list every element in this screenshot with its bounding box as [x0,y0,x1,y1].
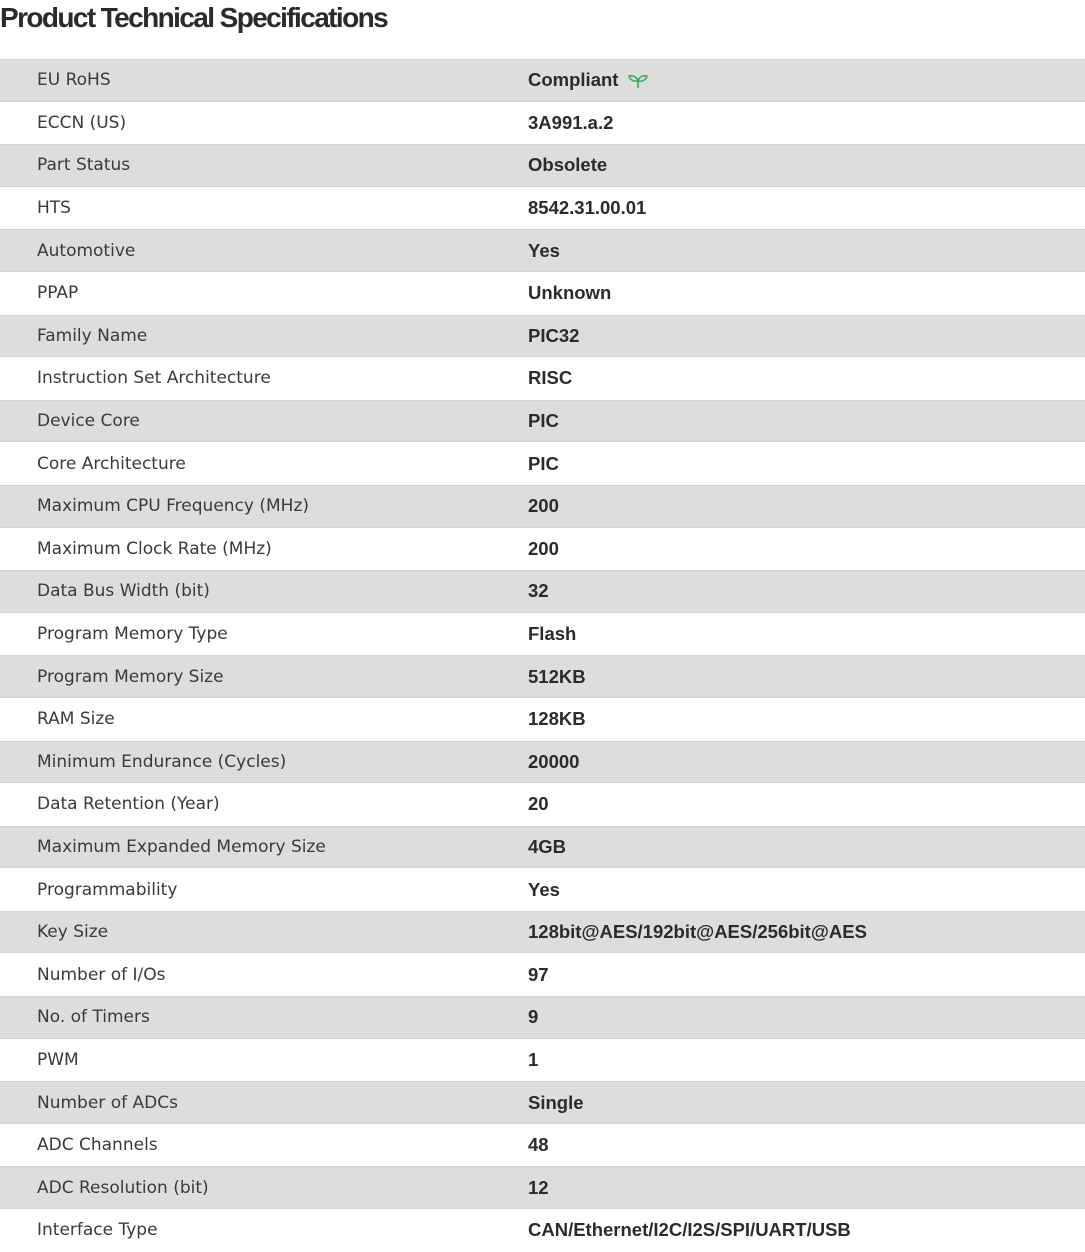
spec-value [528,1092,584,1114]
spec-value [528,112,613,134]
spec-value-text: Compliant [528,69,619,91]
spec-value [528,367,572,389]
spec-row [0,613,1085,656]
spec-value [528,1006,538,1028]
spec-value-text: 20000 [528,750,580,772]
spec-value [528,410,559,432]
spec-value [528,453,559,475]
spec-value-text: RISC [528,367,573,389]
spec-label: Number of I/Os [37,964,166,985]
spec-label: Program Memory Size [37,666,224,687]
spec-value-text: Single [528,1091,584,1113]
spec-value [528,1134,549,1156]
spec-row [0,996,1085,1039]
spec-value [528,666,586,688]
page-title: Product Technical Specifications [0,2,388,33]
spec-row [0,868,1085,911]
spec-value-text: Obsolete [528,154,608,176]
spec-value [528,879,560,901]
spec-row [0,59,1085,102]
spec-value-text: 1 [528,1048,539,1070]
spec-label: Minimum Endurance (Cycles) [37,751,287,772]
spec-row [0,826,1085,869]
spec-label: EU RoHS [37,70,111,91]
spec-value [528,1219,851,1241]
spec-row [0,187,1085,230]
spec-row [0,315,1085,358]
spec-value [528,240,560,262]
spec-row [0,570,1085,613]
spec-value-text: CAN/Ethernet/I2C/I2S/SPI/UART/USB [528,1219,851,1241]
spec-label: ADC Channels [37,1135,158,1156]
spec-value-text: PIC32 [528,324,580,346]
spec-row [0,741,1085,784]
spec-value [528,538,559,560]
spec-value-text: 4GB [528,835,567,857]
spec-row [0,229,1085,272]
spec-row [0,1166,1085,1209]
spec-label: Core Architecture [37,453,186,474]
spec-value-text: 128KB [528,708,586,730]
spec-label: PPAP [37,283,79,304]
spec-value-text: Unknown [528,282,612,304]
spec-value [528,495,559,517]
spec-value-text: 3A991.a.2 [528,111,614,133]
leaf-icon [628,72,648,88]
spec-table [0,59,1085,1252]
spec-value [528,708,586,730]
spec-label: ADC Resolution (bit) [37,1177,209,1198]
spec-row [0,953,1085,996]
spec-value-text: Yes [528,878,560,900]
spec-value [528,921,867,943]
spec-value [528,1177,549,1199]
spec-value [528,964,549,986]
spec-label: No. of Timers [37,1007,150,1028]
spec-row [0,400,1085,443]
spec-label: ECCN (US) [37,112,127,133]
spec-label: Part Status [37,155,131,176]
spec-row [0,698,1085,741]
spec-label: Maximum CPU Frequency (MHz) [37,496,309,517]
spec-row [0,911,1085,954]
spec-row [0,1124,1085,1167]
spec-value-text: PIC [528,452,559,474]
spec-row [0,1081,1085,1124]
spec-row [0,655,1085,698]
spec-value-text: 200 [528,537,559,559]
spec-value-text: 128bit@AES/192bit@AES/256bit@AES [528,921,867,943]
spec-label: Interface Type [37,1220,158,1241]
spec-row [0,442,1085,485]
spec-value-text: 97 [528,963,549,985]
spec-value [528,154,607,176]
spec-row [0,272,1085,315]
spec-label: Device Core [37,411,140,432]
spec-label: Instruction Set Architecture [37,368,271,389]
spec-label: Maximum Clock Rate (MHz) [37,538,272,559]
spec-label: Maximum Expanded Memory Size [37,836,326,857]
spec-value [528,282,611,304]
spec-value-text: Flash [528,623,577,645]
spec-label: Family Name [37,325,148,346]
spec-value [528,751,579,773]
spec-value [528,580,549,602]
spec-value [528,836,566,858]
spec-label: Data Retention (Year) [37,794,220,815]
spec-value-text: 20 [528,793,549,815]
spec-row [0,485,1085,528]
spec-value-text: 48 [528,1134,549,1156]
spec-value-text: 12 [528,1176,549,1198]
spec-value [528,325,579,347]
spec-value [528,623,576,645]
spec-label: Program Memory Type [37,624,228,645]
spec-row [0,1039,1085,1082]
spec-row [0,102,1085,145]
spec-value-text: PIC [528,410,559,432]
spec-label: Programmability [37,879,178,900]
spec-row [0,357,1085,400]
spec-value [528,69,648,91]
spec-label: PWM [37,1049,79,1070]
spec-value [528,1049,538,1071]
spec-label: Data Bus Width (bit) [37,581,210,602]
spec-label: Automotive [37,240,136,261]
spec-value-text: 512KB [528,665,586,687]
spec-value [528,197,646,219]
spec-row [0,144,1085,187]
spec-label: RAM Size [37,709,115,730]
spec-label: HTS [37,198,71,219]
spec-row [0,1209,1085,1252]
spec-label: Key Size [37,922,109,943]
spec-value [528,793,549,815]
spec-value-text: 32 [528,580,549,602]
spec-value-text: 9 [528,1006,539,1028]
spec-row [0,783,1085,826]
spec-row [0,528,1085,571]
spec-value-text: 200 [528,495,559,517]
spec-label: Number of ADCs [37,1092,178,1113]
spec-value-text: 8542.31.00.01 [528,197,647,219]
spec-value-text: Yes [528,239,560,261]
